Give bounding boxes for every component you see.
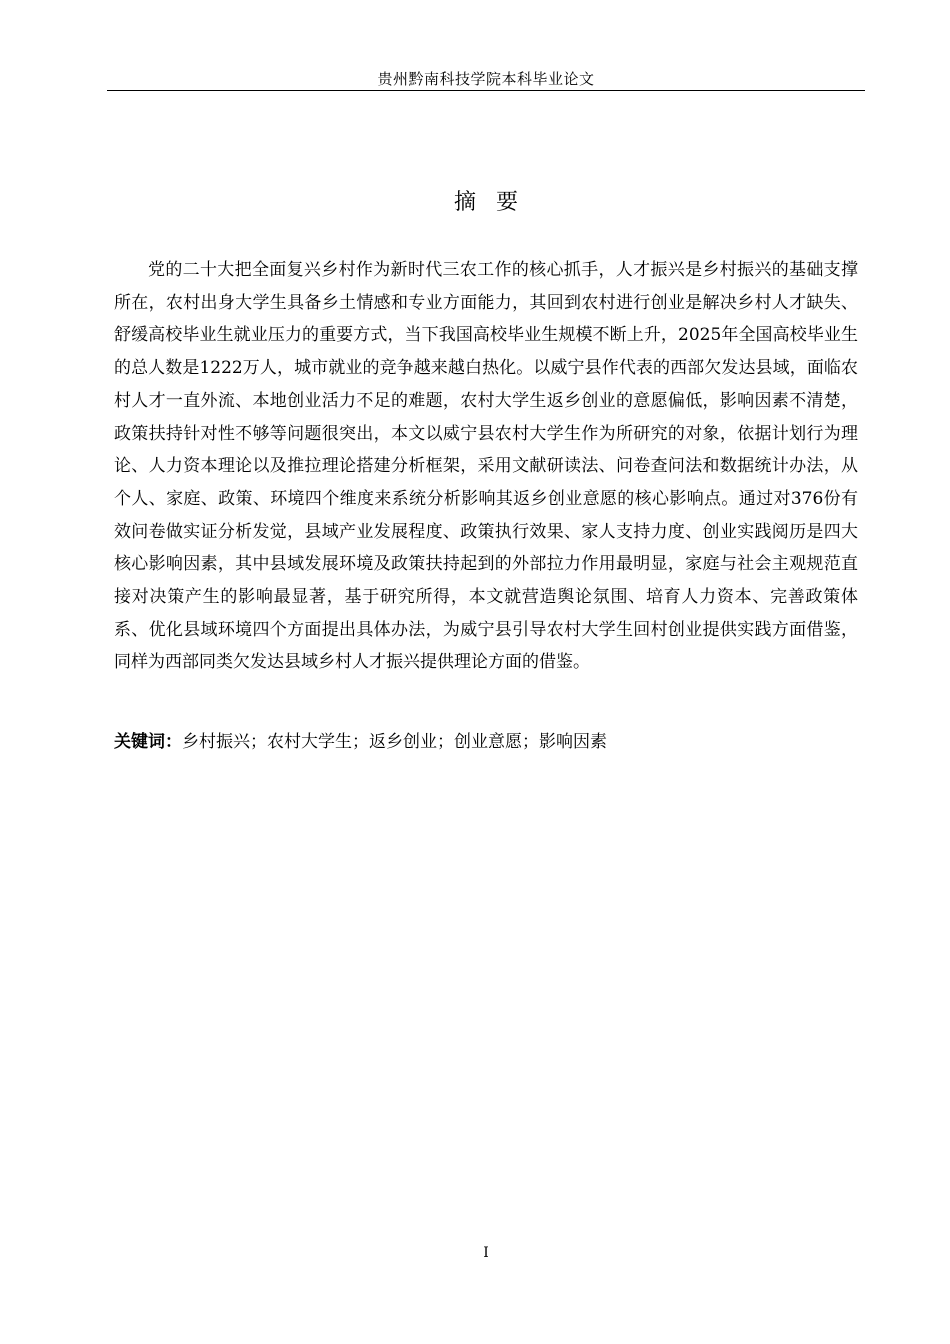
abstract-title-part1: 摘: [453, 190, 476, 215]
abstract-body: 党的二十大把全面复兴乡村作为新时代三农工作的核心抓手，人才振兴是乡村振兴的基础支撑所在，农村出身大学生具备乡土情感和专业方面能力，其回到农村进行创业是解决乡村人才缺失、舒缓高校毕业生就业压力的重要方式，当下我国高校毕业生规模不断上升，2025年全国高校毕业生的总人数是1222万人，城市就业的竞争越来越白热化。以威宁县作代表的西部欠发达县域，面临农村人才一直外流、本地创业活力不足的难题，农村大学生返乡创业的意愿偏低，影响因素不清楚，政策扶持针对性不够等问题很突出，本文以威宁县农村大学生作为所研究的对象，依据计划行为理论、人力资本理论以及推拉理论搭建分析框架，采用文献研读法、问卷查问法和数据统计办法，从个人、家庭、政策、环境四个维度来系统分析影响其返乡创业意愿的核心影响点。通过对376份有效问卷做实证分析发觉，县域产业发展程度、政策执行效果、家人支持力度、创业实践阅历是四大核心影响因素，其中县域发展环境及政策扶持起到的外部拉力作用最明显，家庭与社会主观规范直接对决策产生的影响最显著，基于研究所得，本文就营造舆论氛围、培育人力资本、完善政策体系、优化县域环境四个方面提出具体办法，为威宁县引导农村大学生回村创业提供实践方面借鉴，同样为西部同类欠发达县域乡村人才振兴提供理论方面的借鉴。: [114, 260, 858, 673]
keywords-list: 乡村振兴；农村大学生；返乡创业；创业意愿；影响因素: [182, 732, 607, 752]
abstract-title-part2: 要: [496, 190, 519, 215]
keywords-label: 关键词：: [114, 732, 182, 752]
keywords-line: [114, 729, 858, 755]
page-number: I: [483, 1245, 489, 1261]
header-rule: [107, 90, 865, 91]
abstract-title: [107, 188, 865, 218]
page-header: 贵州黔南科技学院本科毕业论文: [377, 70, 595, 88]
